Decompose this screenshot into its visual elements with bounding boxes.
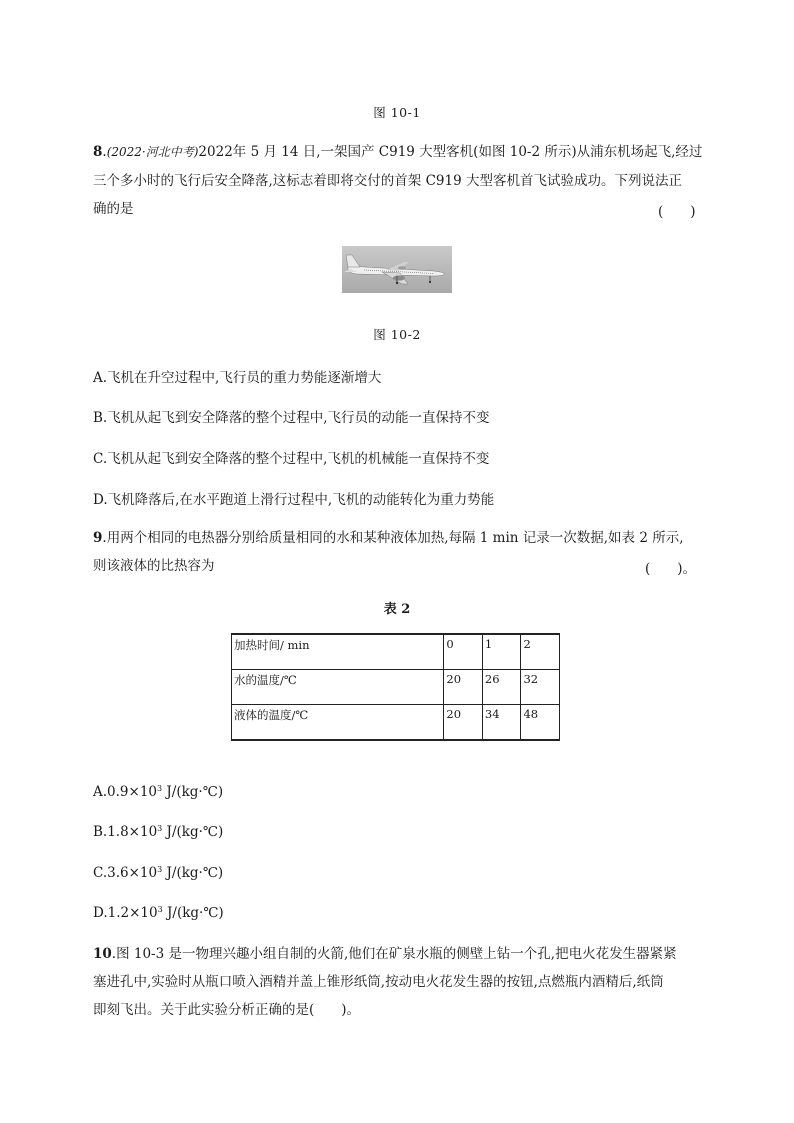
question-9-line-2: 则该液体的比热容为	[93, 558, 215, 574]
question-8-line-2: 三个多小时的飞行后安全降落,这标志着即将交付的首架 C919 大型客机首飞试验成功。下列说法正	[93, 173, 682, 189]
question-9-number: 9	[93, 530, 103, 546]
table-cell: 液体的温度/℃	[232, 705, 444, 741]
table-cell: 20	[444, 670, 483, 705]
table-cell: 水的温度/℃	[232, 670, 444, 705]
question-8-dot: .	[102, 144, 107, 160]
figure-10-1-caption: 图 10-1	[373, 105, 421, 120]
question-10-line-3: 即刻飞出。关于此实验分析正确的是( )。	[93, 1002, 361, 1018]
option-unit: J/(kg·℃)	[162, 824, 224, 840]
question-8-option-b: B.飞机从起飞到安全降落的整个过程中,飞行员的动能一直保持不变	[93, 410, 490, 426]
question-9-line-1	[93, 529, 684, 547]
question-8-number: 8	[93, 144, 103, 160]
question-9-option-a	[93, 784, 223, 800]
question-9-option-b	[93, 824, 223, 840]
question-9-option-c	[93, 865, 223, 881]
table-row	[232, 670, 560, 705]
question-8-source: (2022·河北中考)	[106, 145, 199, 159]
option-unit: J/(kg·℃)	[162, 905, 224, 921]
table-cell: 2	[521, 634, 560, 670]
question-8-text-1: 2022年 5 月 14 日,一架国产 C919 大型客机(如图 10-2 所示)从浦东机场起飞,经过	[198, 144, 703, 160]
option-prefix: C.3.6×10	[93, 865, 158, 881]
table-cell: 20	[444, 705, 483, 741]
question-8-line-3: 确的是	[93, 201, 134, 217]
question-8-option-a: A.飞机在升空过程中,飞行员的重力势能逐渐增大	[93, 370, 382, 386]
question-10-line-1	[93, 945, 677, 963]
option-exponent: 3	[157, 865, 163, 874]
option-unit: J/(kg·℃)	[162, 784, 224, 800]
question-10-text-1: .图 10-3 是一物理兴趣小组自制的火箭,他们在矿泉水瓶的侧壁上钻一个孔,把电火花发生器紧紧	[111, 946, 677, 962]
question-9-text-1: .用两个相同的电热器分别给质量相同的水和某种液体加热,每隔 1 min 记录一次数据,如表 2 所示,	[102, 530, 684, 546]
question-8-answer-bracket: ( )	[658, 204, 696, 220]
question-10-number: 10	[93, 946, 112, 962]
question-8-option-d: D.飞机降落后,在水平跑道上滑行过程中,飞机的动能转化为重力势能	[93, 492, 495, 508]
c919-airplane-photo	[342, 246, 452, 293]
table-cell: 32	[521, 670, 560, 705]
table-row	[232, 705, 560, 741]
option-exponent: 3	[157, 784, 163, 793]
option-prefix: B.1.8×10	[93, 824, 158, 840]
option-exponent: 3	[157, 905, 163, 914]
data-table	[231, 633, 560, 741]
table-cell: 0	[444, 634, 483, 670]
question-9-answer-bracket: ( )。	[645, 561, 697, 577]
table-2-title: 表 2	[383, 602, 411, 617]
table-cell: 1	[482, 634, 521, 670]
question-9-option-d	[93, 905, 224, 921]
table-row	[232, 634, 560, 670]
question-8-line-1	[93, 143, 702, 161]
figure-10-2-caption: 图 10-2	[373, 327, 421, 342]
question-10-line-2: 塞进孔中,实验时从瓶口喷入酒精并盖上锥形纸筒,按动电火花发生器的按钮,点燃瓶内酒精后,纸筒	[93, 974, 664, 990]
table-cell: 34	[482, 705, 521, 741]
airplane-icon	[342, 246, 452, 293]
option-prefix: A.0.9×10	[93, 784, 157, 800]
table-cell: 加热时间/ min	[232, 634, 444, 670]
question-8-option-c: C.飞机从起飞到安全降落的整个过程中,飞机的机械能一直保持不变	[93, 451, 490, 467]
option-prefix: D.1.2×10	[93, 905, 158, 921]
option-exponent: 3	[157, 824, 163, 833]
table-cell: 26	[482, 670, 521, 705]
table-cell: 48	[521, 705, 560, 741]
option-unit: J/(kg·℃)	[162, 865, 224, 881]
